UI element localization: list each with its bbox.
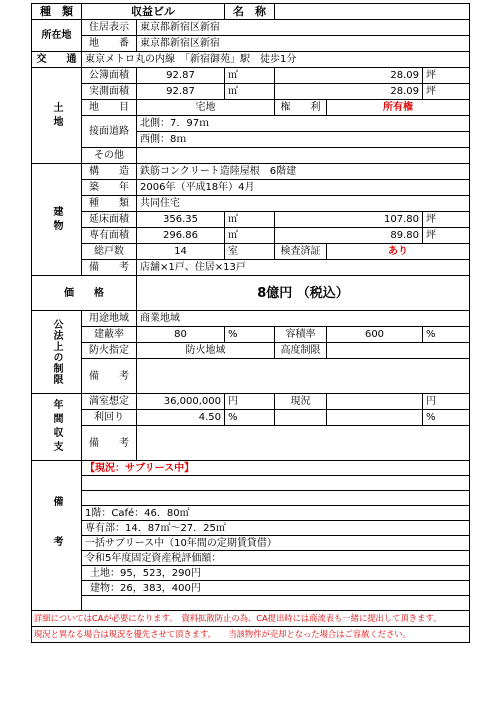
full-label: 満室想定 xyxy=(82,394,137,410)
lot-row xyxy=(32,36,470,52)
footer-line-1: 詳細についてはCAが必要になります。 資料拡散防止の為、CA提出時には商流表も一緒に提出して頂きます。 xyxy=(32,611,470,627)
note-line xyxy=(82,476,470,491)
structure-row xyxy=(32,164,470,180)
floor-area-row xyxy=(32,212,470,228)
measured-tsubo-unit: 坪 xyxy=(423,84,470,100)
note-line: 土地：95，523，290円 xyxy=(82,566,470,581)
regulations-label: 公法上の制限 xyxy=(32,311,82,394)
measured-tsubo: 28.09 xyxy=(275,84,423,100)
land-other-row xyxy=(32,148,470,164)
units-label: 総戸数 xyxy=(82,244,137,260)
income-remarks-row xyxy=(32,426,470,461)
land-measured-row xyxy=(32,84,470,100)
floor-tsubo-unit: 坪 xyxy=(423,212,470,228)
transport-row xyxy=(32,52,470,68)
address-value: 東京都新宿区新宿 xyxy=(137,20,470,36)
inspection-value: あり xyxy=(327,244,470,260)
exclusive-area-row xyxy=(32,228,470,244)
measured-area: 92.87 xyxy=(137,84,225,100)
type-value: 収益ビル xyxy=(82,4,225,20)
fire-label: 防火指定 xyxy=(82,343,137,359)
kind-label: 種 類 xyxy=(82,196,137,212)
floor-area-label: 延床面積 xyxy=(82,212,137,228)
exclusive-unit: ㎡ xyxy=(225,228,275,244)
coverage-label: 建蔽率 xyxy=(82,327,137,343)
built-value: 2006年（平成18年）4月 xyxy=(137,180,470,196)
note-line: 専有部：14．87㎡～27．25㎡ xyxy=(82,521,470,536)
note-line: 【現況：サブリース中】 xyxy=(82,461,470,476)
income-remarks-label: 備 考 xyxy=(82,426,137,461)
exclusive-label: 専有面積 xyxy=(82,228,137,244)
transport-label: 交 通 xyxy=(32,52,82,68)
regulations-remarks-value xyxy=(137,359,470,394)
yield2-unit: % xyxy=(423,410,470,426)
note-line: 建物：26，383，400円 xyxy=(82,581,470,596)
location-label: 所在地 xyxy=(32,20,82,52)
footer-row xyxy=(32,627,470,643)
floor-unit: ㎡ xyxy=(225,212,275,228)
land-label: 土地 xyxy=(32,68,82,164)
far-label: 容積率 xyxy=(275,327,327,343)
yield-label: 利回り xyxy=(82,410,137,426)
note-row xyxy=(32,596,470,611)
zoning-value: 商業地域 xyxy=(137,311,470,327)
name-label: 名 称 xyxy=(225,4,275,20)
road-north-row xyxy=(32,116,470,132)
building-label: 建物 xyxy=(32,164,82,276)
note-row xyxy=(32,461,470,476)
exclusive-area: 296.86 xyxy=(137,228,225,244)
note-row xyxy=(32,491,470,506)
building-remarks-row xyxy=(32,260,470,276)
full-income-row xyxy=(32,394,470,410)
far-value: 600 xyxy=(327,327,423,343)
price-label: 価 格 xyxy=(32,276,137,311)
current-unit: 円 xyxy=(423,394,470,410)
address-label: 住居表示 xyxy=(82,20,137,36)
header-row xyxy=(32,4,470,20)
note-row xyxy=(32,536,470,551)
road-north: 北側：7．97ｍ xyxy=(137,116,470,132)
property-sheet xyxy=(31,3,470,643)
rights-label: 権 利 xyxy=(275,100,327,116)
coverage-unit: % xyxy=(225,327,275,343)
note-row xyxy=(32,566,470,581)
registered-area: 92.87 xyxy=(137,68,225,84)
price-value: 8億円 （税込） xyxy=(137,276,470,311)
regulations-remarks-label: 備 考 xyxy=(82,359,137,394)
note-row xyxy=(32,476,470,491)
built-label: 築 年 xyxy=(82,180,137,196)
yield-unit: % xyxy=(225,410,275,426)
height-value xyxy=(327,343,470,359)
road-label: 接面道路 xyxy=(82,116,137,148)
units-value: 14 xyxy=(137,244,225,260)
type-label: 種 類 xyxy=(32,4,82,20)
measured-unit: ㎡ xyxy=(225,84,275,100)
zoning-row xyxy=(32,311,470,327)
land-other-value xyxy=(137,148,470,164)
lot-label: 地 番 xyxy=(82,36,137,52)
fire-row xyxy=(32,343,470,359)
lot-value: 東京都新宿区新宿 xyxy=(137,36,470,52)
registered-tsubo-unit: 坪 xyxy=(423,68,470,84)
footer-line-2: 現況と異なる場合は現況を優先させて頂きます。 当該物件が売却となった場合はご容赦ください。 xyxy=(32,627,470,643)
notes-label: 備考 xyxy=(32,461,82,611)
floor-tsubo: 107.80 xyxy=(275,212,423,228)
structure-label: 構 造 xyxy=(82,164,137,180)
measured-area-label: 実測面積 xyxy=(82,84,137,100)
income-label: 年間収支 xyxy=(32,394,82,461)
note-line: 令和5年度固定資産税評価額： xyxy=(82,551,470,566)
regulations-remarks-row xyxy=(32,359,470,394)
floor-area: 356.35 xyxy=(137,212,225,228)
address-row xyxy=(32,20,470,36)
note-row xyxy=(32,551,470,566)
yield-row xyxy=(32,410,470,426)
land-category-row xyxy=(32,100,470,116)
land-registered-row xyxy=(32,68,470,84)
coverage-row xyxy=(32,327,470,343)
registered-unit: ㎡ xyxy=(225,68,275,84)
full-unit: 円 xyxy=(225,394,275,410)
far-unit: % xyxy=(423,327,470,343)
inspection-label: 検査済証 xyxy=(275,244,327,260)
transport-value: 東京メトロ丸の内線 「新宿御苑」駅 徒歩1分 xyxy=(82,52,470,68)
building-remarks-value: 店舗×1戸、住居×13戸 xyxy=(137,260,470,276)
kind-value: 共同住宅 xyxy=(137,196,470,212)
name-value xyxy=(275,4,470,20)
height-label: 高度制限 xyxy=(275,343,327,359)
road-west: 西側：8ｍ xyxy=(137,132,470,148)
units-unit: 室 xyxy=(225,244,275,260)
category-value: 宅地 xyxy=(137,100,275,116)
note-row xyxy=(32,521,470,536)
registered-area-label: 公簿面積 xyxy=(82,68,137,84)
note-line xyxy=(82,491,470,506)
yield-value: 4.50 xyxy=(137,410,225,426)
kind-row xyxy=(32,196,470,212)
note-row xyxy=(32,581,470,596)
rights-value: 所有権 xyxy=(327,100,470,116)
units-row xyxy=(32,244,470,260)
income-remarks-value xyxy=(137,426,470,461)
coverage-value: 80 xyxy=(137,327,225,343)
registered-tsubo: 28.09 xyxy=(275,68,423,84)
category-label: 地 目 xyxy=(82,100,137,116)
built-row xyxy=(32,180,470,196)
note-row xyxy=(32,506,470,521)
fire-value: 防火地域 xyxy=(137,343,275,359)
building-remarks-label: 備 考 xyxy=(82,260,137,276)
note-line: 1階：Café：46．80㎡ xyxy=(82,506,470,521)
exclusive-tsubo-unit: 坪 xyxy=(423,228,470,244)
note-line xyxy=(82,596,470,611)
note-line: 一括サブリース中（10年間の定期賃貸借） xyxy=(82,536,470,551)
structure-value: 鉄筋コンクリート造陸屋根 6階建 xyxy=(137,164,470,180)
footer-row xyxy=(32,611,470,627)
exclusive-tsubo: 89.80 xyxy=(275,228,423,244)
zoning-label: 用途地域 xyxy=(82,311,137,327)
current-value xyxy=(327,394,423,410)
full-value: 36,000,000 xyxy=(137,394,225,410)
land-other-label: その他 xyxy=(82,148,137,164)
price-row xyxy=(32,276,470,311)
current-label: 現況 xyxy=(275,394,327,410)
